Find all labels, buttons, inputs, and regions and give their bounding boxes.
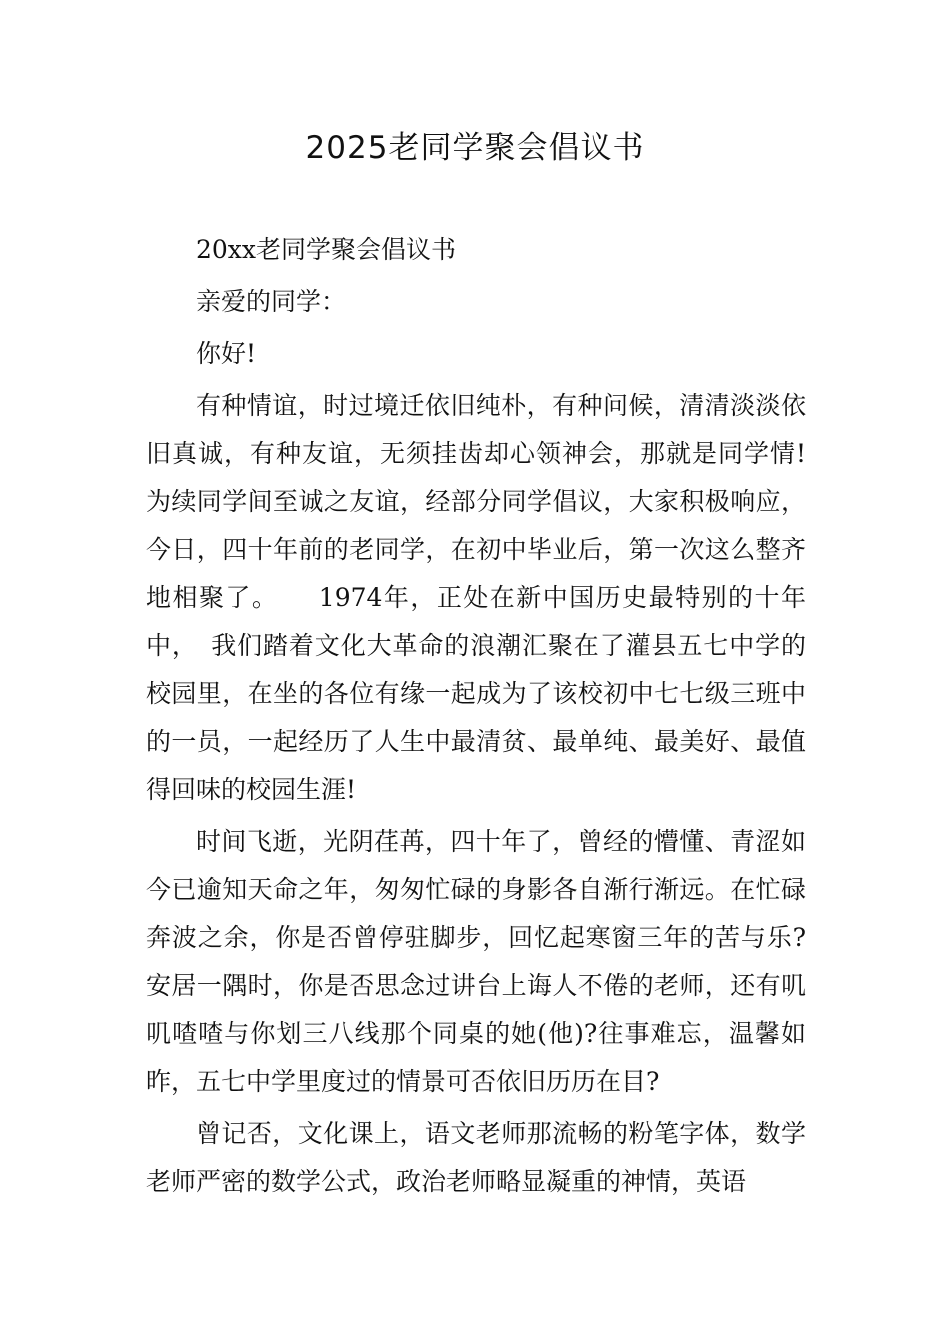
paragraph-time-passes: 时间飞逝，光阴荏苒，四十年了，曾经的懵懂、青涩如今已逾知天命之年，匆匆忙碌的身影各自渐行渐远。在忙碌奔波之余，你是否曾停驻脚步，回忆起寒窗三年的苦与乐?安居一隅时，你是否思念过讲台上诲人不倦的老师，还有叽叽喳喳与你划三八线那个同桌的她(他)?往事难忘，温馨如昨，五七中学里度过的情景可否依旧历历在目? <box>146 827 806 1096</box>
paragraph-salutation: 亲爱的同学： <box>196 287 347 316</box>
document-title: 2025老同学聚会倡议书 <box>305 130 645 166</box>
paragraph-remember: 曾记否，文化课上，语文老师那流畅的粉笔字体，数学老师严密的数学公式，政治老师略显凝重的神情，英语 <box>146 1119 806 1196</box>
paragraph-friendship: 有种情谊，时过境迁依旧纯朴，有种问候，清清淡淡依旧真诚，有种友谊，无须挂齿却心领神会，那就是同学情!为续同学间至诚之友谊，经部分同学倡议，大家积极响应，今日，四十年前的老同学，在初中毕业后，第一次这么整齐地相聚了。 1974年，正处在新中国历史最特别的十年中， 我们踏着文化大革命的浪潮汇聚在了灌县五七中学的校园里，在坐的各位有缘一起成为了该校初中七七级三班中的一员，一起经历了人生中最清贫、最单纯、最美好、最值得回味的校园生涯! <box>146 391 806 804</box>
paragraph-subtitle: 20xx老同学聚会倡议书 <box>196 235 457 264</box>
paragraph-greeting: 你好! <box>196 339 257 368</box>
document-body <box>146 226 806 1206</box>
